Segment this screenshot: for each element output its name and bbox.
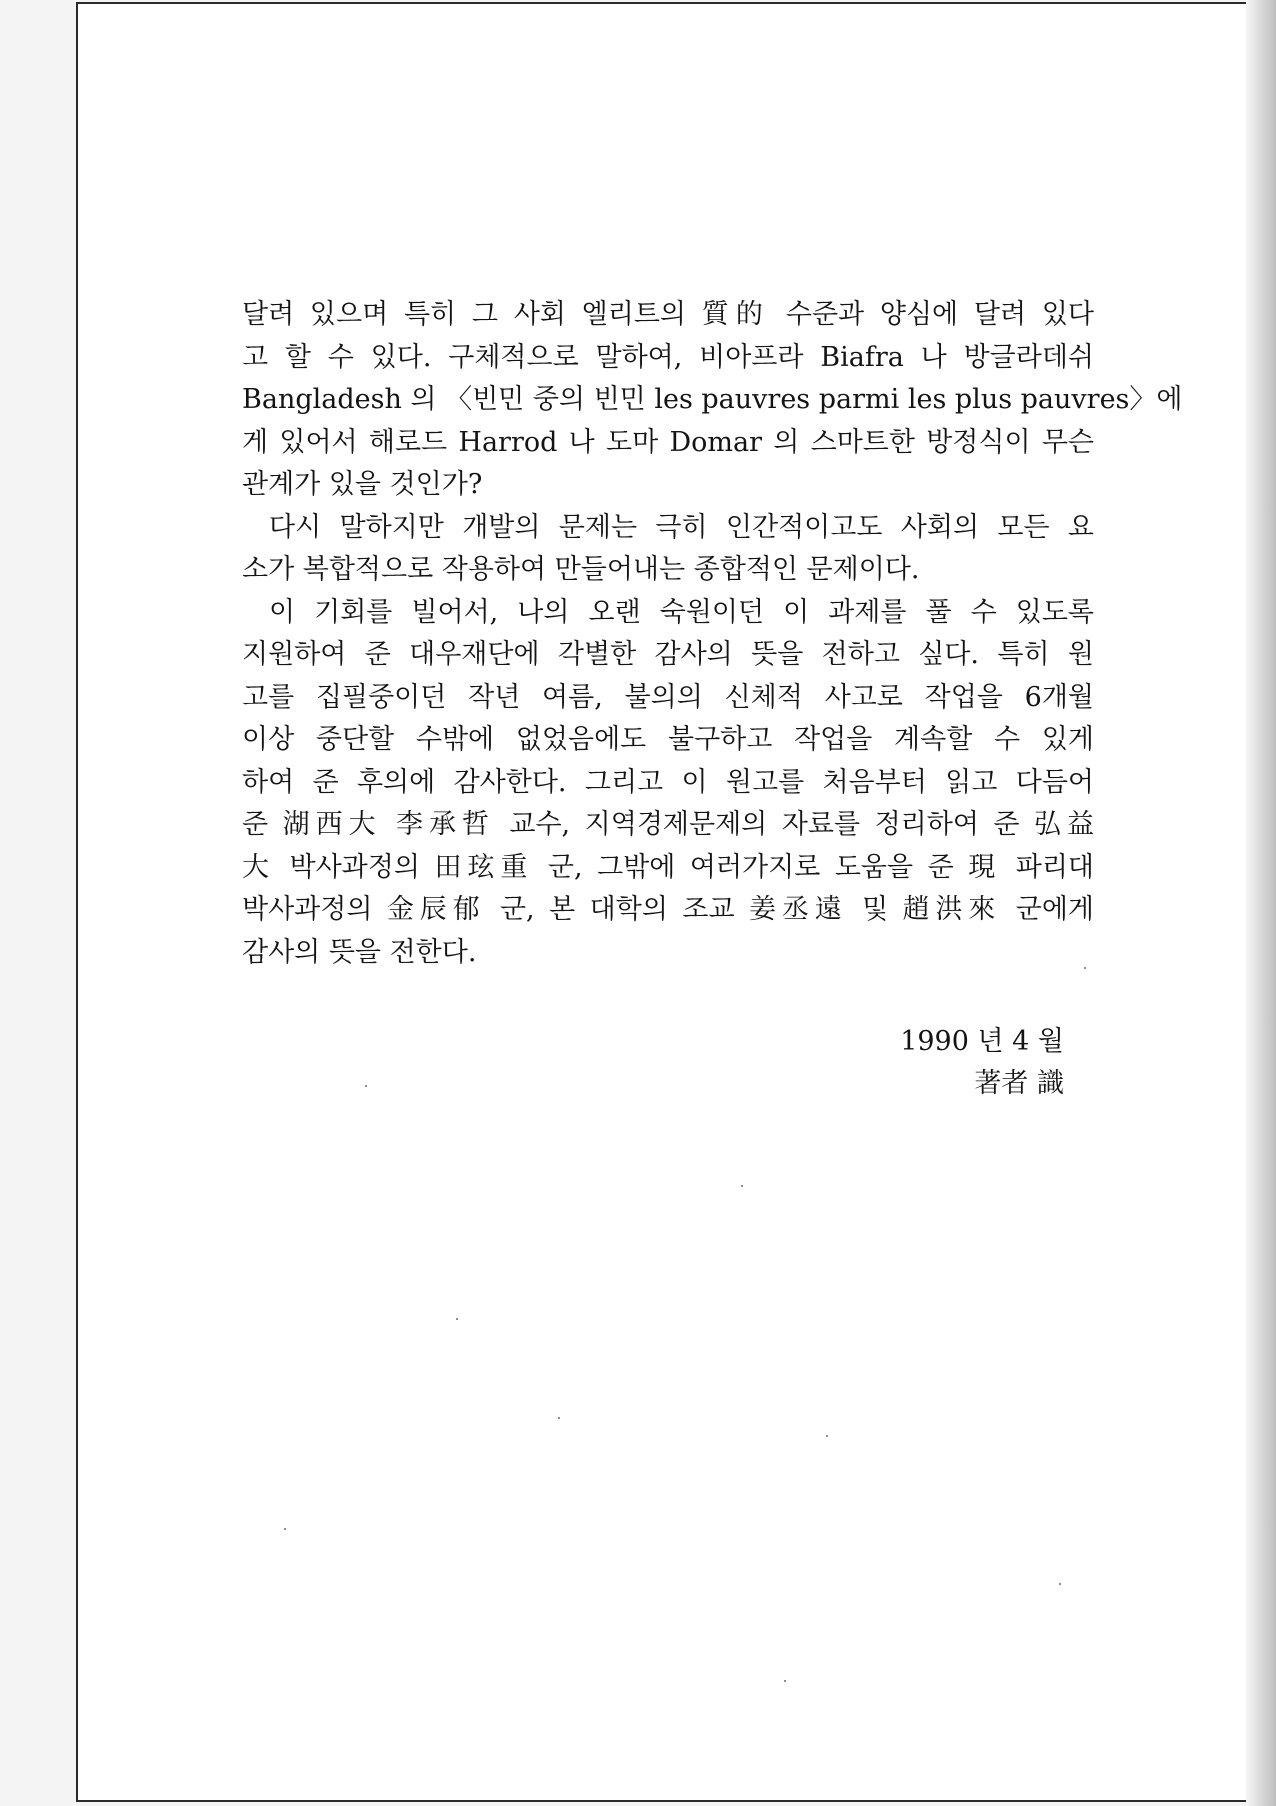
signature-author: 著者 識 xyxy=(974,1068,1064,1099)
text-line: 지원하여 준 대우재단에 각별한 감사의 뜻을 전하고 싶다. 특히 원 xyxy=(242,639,1094,670)
page-edge-shadow xyxy=(1246,0,1276,1806)
scan-speck xyxy=(456,1318,458,1320)
signature-date: 1990 년 4 월 xyxy=(900,1026,1064,1057)
text-line: 다시 말하지만 개발의 문제는 극히 인간적이고도 사회의 모든 요 xyxy=(269,511,1094,543)
scan-speck xyxy=(558,1417,560,1419)
text-line: 이 기회를 빌어서, 나의 오랜 숙원이던 이 과제를 풀 수 있도록 xyxy=(269,596,1094,628)
text-line: 게 있어서 해로드 Harrod 나 도마 Domar 의 스마트한 방정식이 무슨 xyxy=(242,426,1094,458)
text-line: 고 할 수 있다. 구체적으로 말하여, 비아프라 Biafra 나 방글라데쉬 xyxy=(242,341,1094,373)
text-line: 달려 있으며 특히 그 사회 엘리트의 質的 수준과 양심에 달려 있다 xyxy=(242,299,1094,330)
text-line: 이상 중단할 수밖에 없었음에도 불구하고 작업을 계속할 수 있게 xyxy=(242,724,1094,755)
scan-speck xyxy=(784,1680,786,1682)
text-line: 하여 준 후의에 감사한다. 그리고 이 원고를 처음부터 읽고 다듬어 xyxy=(242,766,1094,798)
scan-speck xyxy=(365,1085,367,1087)
text-line: Bangladesh 의 〈빈민 중의 빈민 les pauvres parmi les plus pauvres〉에 xyxy=(242,384,1183,415)
scan-speck xyxy=(826,1435,828,1437)
text-line: 준 湖西大 李承哲 교수, 지역경제문제의 자료를 정리하여 준 弘益 xyxy=(242,809,1094,840)
text-line: 소가 복합적으로 작용하여 만들어내는 종합적인 문제이다. xyxy=(242,554,920,585)
scan-speck xyxy=(741,1185,743,1187)
text-line: 관계가 있을 것인가? xyxy=(242,469,483,500)
text-line: 박사과정의 金辰郁 군, 본 대학의 조교 姜丞遠 및 趙洪來 군에게 xyxy=(242,894,1094,925)
scan-speck xyxy=(1084,967,1086,969)
text-line: 고를 집필중이던 작년 여름, 불의의 신체적 사고로 작업을 6개월 xyxy=(242,681,1094,713)
scan-speck xyxy=(284,1528,286,1530)
body-text xyxy=(242,294,1183,974)
signature-block xyxy=(900,1021,1064,1105)
text-line: 大 박사과정의 田玹重 군, 그밖에 여러가지로 도움을 준 現 파리대 xyxy=(242,851,1094,883)
scan-speck xyxy=(1059,1583,1061,1585)
text-line: 감사의 뜻을 전한다. xyxy=(242,936,477,968)
